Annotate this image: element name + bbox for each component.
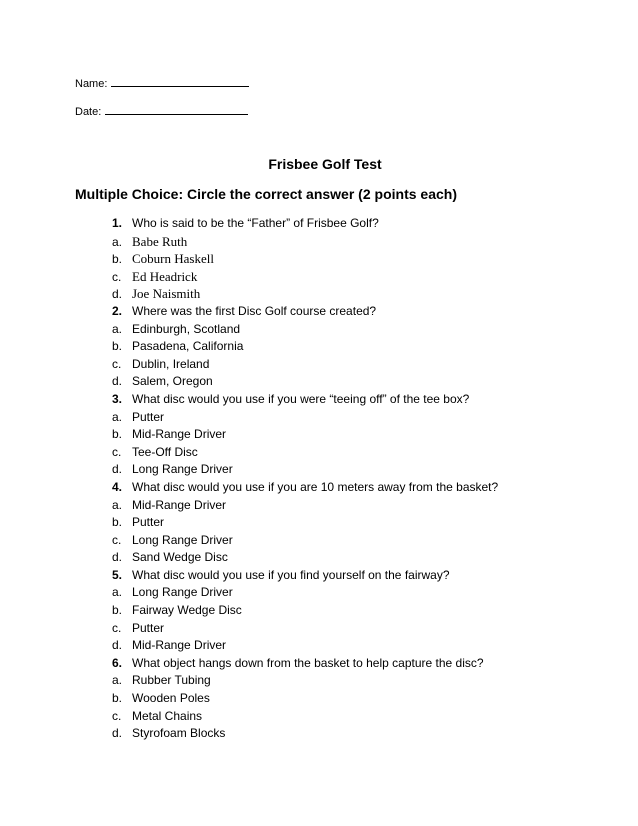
option-text: Putter: [132, 409, 165, 424]
question-2: [112, 303, 592, 321]
option-text: Sand Wedge Disc: [132, 550, 228, 565]
option-text: Babe Ruth: [132, 233, 188, 249]
option-2a[interactable]: [112, 321, 592, 339]
option-text: Putter: [132, 620, 165, 635]
option-text: Pasadena, California: [132, 339, 244, 354]
option-text: Mid-Range Driver: [132, 427, 227, 442]
option-4b[interactable]: [112, 514, 592, 532]
question-text: What object hangs down from the basket to help capture the disc?: [132, 655, 484, 670]
option-text: Styrofoam Blocks: [132, 726, 226, 741]
option-letter: a.: [112, 673, 123, 688]
option-4a[interactable]: [112, 497, 592, 515]
option-letter: d.: [112, 462, 123, 477]
option-text: Wooden Poles: [132, 691, 210, 706]
name-field[interactable]: [75, 75, 249, 90]
option-text: Salem, Oregon: [132, 374, 213, 389]
date-field[interactable]: [75, 103, 248, 118]
question-number: 4.: [112, 479, 123, 494]
option-2d[interactable]: [112, 373, 592, 391]
page-title: Frisbee Golf Test: [268, 156, 382, 172]
option-letter: d.: [112, 638, 123, 653]
option-6c[interactable]: [112, 708, 592, 726]
question-number: 3.: [112, 391, 123, 406]
option-letter: c.: [112, 444, 122, 459]
option-2b[interactable]: [112, 338, 592, 356]
option-text: Rubber Tubing: [132, 673, 211, 688]
question-text: What disc would you use if you are 10 meters away from the basket?: [132, 479, 499, 494]
option-text: Long Range Driver: [132, 462, 233, 477]
option-text: Mid-Range Driver: [132, 497, 227, 512]
option-letter: a.: [112, 497, 123, 512]
question-text: Who is said to be the “Father” of Frisbee Golf?: [132, 216, 379, 230]
option-letter: d.: [112, 726, 123, 741]
option-text: Joe Naismith: [132, 286, 201, 302]
question-number: 5.: [112, 567, 123, 582]
option-letter: b.: [112, 603, 123, 618]
option-text: Ed Headrick: [132, 268, 198, 284]
option-3d[interactable]: [112, 461, 592, 479]
date-label: Date:: [75, 106, 102, 118]
option-4d[interactable]: [112, 549, 592, 567]
question-3: [112, 391, 592, 409]
option-6b[interactable]: [112, 690, 592, 708]
option-5d[interactable]: [112, 637, 592, 655]
option-text: Metal Chains: [132, 708, 203, 723]
option-letter: b.: [112, 515, 123, 530]
question-number: 6.: [112, 655, 123, 670]
section-heading: Multiple Choice: Circle the correct answer (2 points each): [75, 186, 457, 202]
option-6d[interactable]: [112, 725, 592, 743]
question-6: [112, 655, 592, 673]
option-1d[interactable]: [112, 285, 592, 303]
option-text: Edinburgh, Scotland: [132, 321, 241, 336]
option-text: Tee-Off Disc: [132, 444, 198, 459]
option-text: Mid-Range Driver: [132, 638, 227, 653]
question-list: [112, 215, 592, 743]
option-1c[interactable]: [112, 268, 592, 286]
option-3a[interactable]: [112, 409, 592, 427]
option-letter: b.: [112, 252, 123, 267]
option-letter: b.: [112, 691, 123, 706]
option-text: Dublin, Ireland: [132, 356, 210, 371]
question-number: 1.: [112, 216, 123, 230]
question-number: 2.: [112, 303, 123, 318]
question-text: Where was the first Disc Golf course created?: [132, 303, 377, 318]
option-text: Long Range Driver: [132, 532, 233, 547]
option-text: Putter: [132, 515, 165, 530]
option-letter: c.: [112, 708, 122, 723]
option-text: Long Range Driver: [132, 585, 233, 600]
question-text: What disc would you use if you find yourself on the fairway?: [132, 567, 450, 582]
option-letter: d.: [112, 374, 123, 389]
option-5a[interactable]: [112, 584, 592, 602]
option-letter: d.: [112, 550, 123, 565]
option-letter: a.: [112, 234, 123, 249]
question-5: [112, 567, 592, 585]
name-label: Name:: [75, 78, 108, 90]
option-6a[interactable]: [112, 672, 592, 690]
option-letter: b.: [112, 339, 123, 354]
option-letter: c.: [112, 356, 122, 371]
option-5c[interactable]: [112, 620, 592, 638]
option-letter: d.: [112, 287, 123, 302]
option-4c[interactable]: [112, 532, 592, 550]
question-text: What disc would you use if you were “teeing off” of the tee box?: [132, 391, 470, 406]
option-letter: a.: [112, 321, 123, 336]
date-blank-line[interactable]: [105, 103, 248, 115]
option-3b[interactable]: [112, 426, 592, 444]
option-letter: c.: [112, 269, 122, 284]
question-4: [112, 479, 592, 497]
option-letter: b.: [112, 427, 123, 442]
option-letter: a.: [112, 585, 123, 600]
option-2c[interactable]: [112, 356, 592, 374]
question-1: [112, 215, 592, 233]
option-1b[interactable]: [112, 250, 592, 268]
option-1a[interactable]: [112, 233, 592, 251]
option-text: Coburn Haskell: [132, 251, 214, 267]
name-blank-line[interactable]: [111, 75, 249, 87]
option-3c[interactable]: [112, 444, 592, 462]
option-letter: a.: [112, 409, 123, 424]
option-text: Fairway Wedge Disc: [132, 603, 242, 618]
option-5b[interactable]: [112, 602, 592, 620]
option-letter: c.: [112, 532, 122, 547]
option-letter: c.: [112, 620, 122, 635]
